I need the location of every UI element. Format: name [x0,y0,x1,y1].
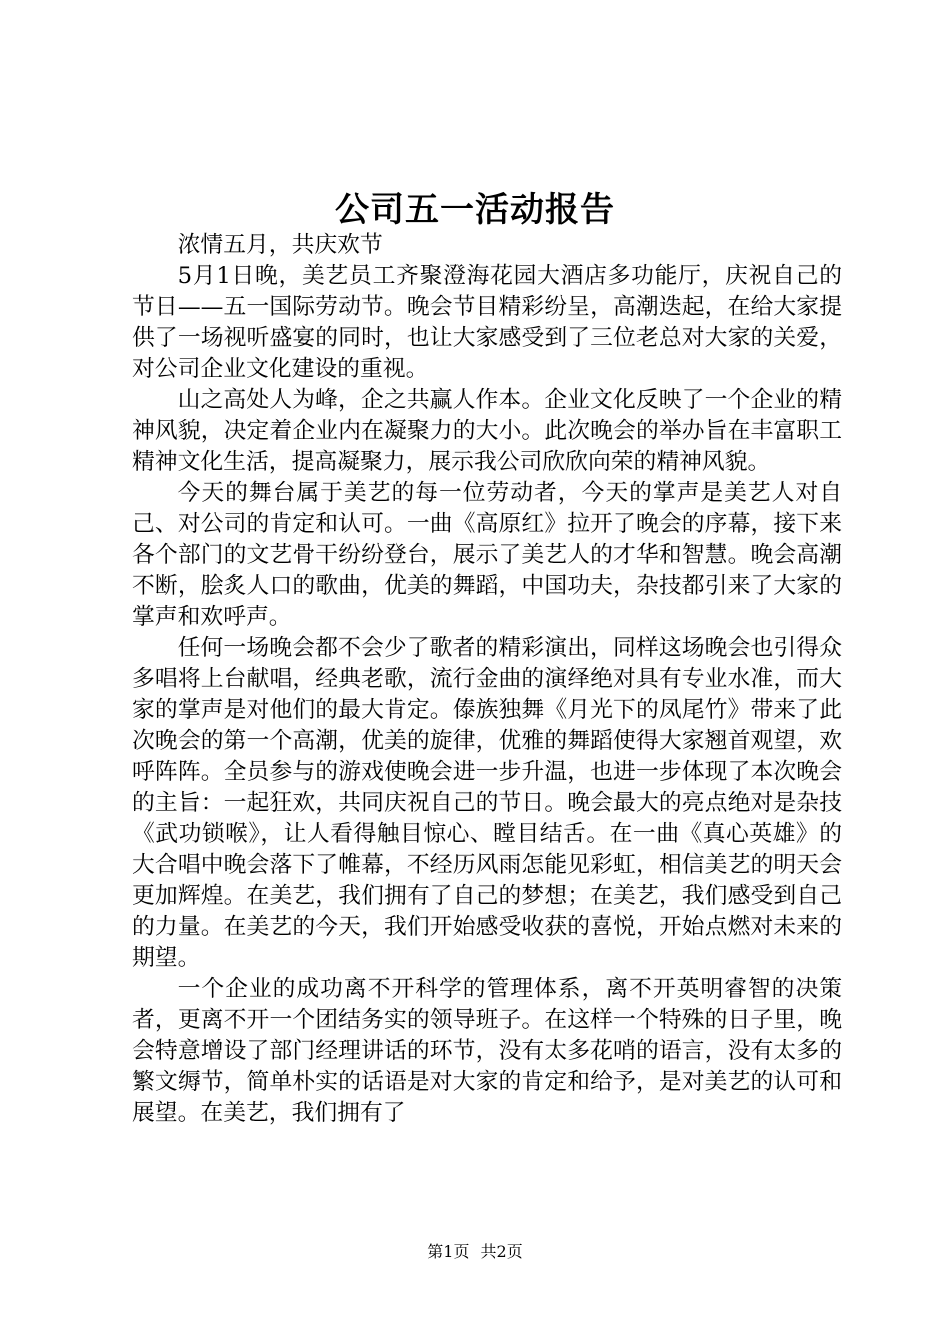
paragraph-subtitle: 浓情五月，共庆欢节 [177,232,383,258]
document-title: 公司五一活动报告 [335,190,615,230]
page-total: 共2页 [480,1242,523,1261]
paragraph: 今天的舞台属于美艺的每一位劳动者，今天的掌声是美艺人对自己、对公司的肯定和认可。一曲《高原红》拉开了晚会的序幕，接下来各个部门的文艺骨干纷纷登台，展示了美艺人的才华和智慧。晚会高潮不断，脍炙人口的歌曲，优美的舞蹈，中国功夫，杂技都引来了大家的掌声和欢呼声。 [132,480,842,630]
paragraph: 任何一场晚会都不会少了歌者的精彩演出，同样这场晚会也引得众多唱将上台献唱，经典老歌，流行金曲的演绎绝对具有专业水准，而大家的掌声是对他们的最大肯定。傣族独舞《月光下的凤尾竹》带来了此次晚会的第一个高潮，优美的旋律，优雅的舞蹈使得大家翘首观望，欢呼阵阵。全员参与的游戏使晚会进一步升温，也进一步体现了本次晚会的主旨：一起狂欢，共同庆祝自己的节日。晚会最大的亮点绝对是杂技《武功锁喉》，让人看得触目惊心、瞠目结舌。在一曲《真心英雄》的大合唱中晚会落下了帷幕，不经历风雨怎能见彩虹，相信美艺的明天会更加辉煌。在美艺，我们拥有了自己的梦想；在美艺，我们感受到自己的力量。在美艺的今天，我们开始感受收获的喜悦，开始点燃对未来的期望。 [132,635,842,971]
paragraph: 山之高处人为峰，企之共赢人作本。企业文化反映了一个企业的精神风貌，决定着企业内在凝聚力的大小。此次晚会的举办旨在丰富职工精神文化生活，提高凝聚力，展示我公司欣欣向荣的精神风貌。 [132,387,842,475]
document-body [132,230,842,1129]
paragraph: 一个企业的成功离不开科学的管理体系，离不开英明睿智的决策者，更离不开一个团结务实的领导班子。在这样一个特殊的日子里，晚会特意增设了部门经理讲话的环节，没有太多花哨的语言，没有太多的繁文缛节，简单朴实的话语是对大家的肯定和给予，是对美艺的认可和展望。在美艺，我们拥有了 [132,976,842,1126]
paragraph: 5月1日晚，美艺员工齐聚澄海花园大酒店多功能厅，庆祝自己的节日——五一国际劳动节。晚会节目精彩纷呈，高潮迭起，在给大家提供了一场视听盛宴的同时，也让大家感受到了三位老总对大家的关爱，对公司企业文化建设的重视。 [132,263,842,382]
page-number: 第1页 [427,1242,470,1261]
page-footer [0,1240,950,1264]
